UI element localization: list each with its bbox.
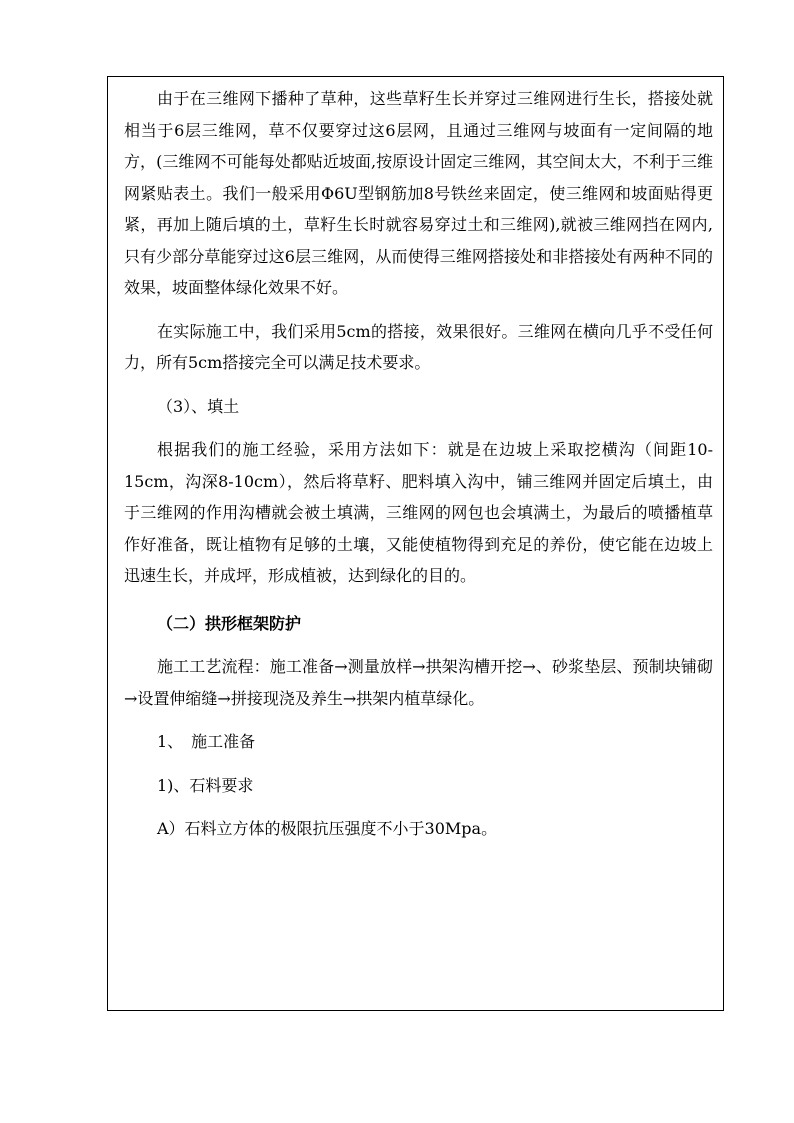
heading-backfill: （3）、填土 (157, 396, 240, 416)
heading-construction-prep: 1、 施工准备 (157, 732, 256, 751)
document-body (124, 83, 713, 845)
paragraph-stone-strength: A）石料立方体的极限抗压强度不小于30Mpa。 (157, 819, 498, 838)
content-table-cell (107, 76, 724, 1011)
heading-stone-requirements: 1)、石料要求 (157, 775, 254, 795)
paragraph-overlap-practice: 在实际施工中，我们采用5cm的搭接，效果很好。三维网在横向几乎不受任何力，所有5cm搭接完全可以满足技术要求。 (124, 321, 713, 372)
paragraph-process-flow: 施工工艺流程：施工准备→测量放样→拱架沟槽开挖→、砂浆垫层、预制块铺砌→设置伸缩缝→拼接现浇及养生→拱架内植草绿化。 (124, 657, 713, 708)
paragraph-backfill-method: 根据我们的施工经验，采用方法如下：就是在边坡上采取挖横沟（间距10-15cm，沟深8-10cm），然后将草籽、肥料填入沟中，铺三维网并固定后填土，由于三维网的作用沟槽就会被土填满，三维网的网包也会填满土，为最后的喷播植草作好准备，既让植物有足够的土壤，又能使植物得到充足的养份，使它能在边坡上迅速生长，并成坪，形成植被，达到绿化的目的。 (124, 440, 713, 585)
paragraph-grid-overlap-explanation: 由于在三维网下播种了草种，这些草籽生长并穿过三维网进行生长，搭接处就相当于6层三维网，草不仅要穿过这6层网，且通过三维网与坡面有一定间隔的地方，(三维网不可能每处都贴近坡面,按原设计固定三维网，其空间太大，不利于三维网紧贴表土。我们一般采用Φ6U型钢筋加8号铁丝来固定，使三维网和坡面贴得更紧，再加上随后填的土，草籽生长时就容易穿过土和三维网),就被三维网挡在网内,只有少部分草能穿过这6层三维网，从而使得三维网搭接处和非搭接处有两种不同的效果，坡面整体绿化效果不好。 (124, 89, 713, 297)
section-heading-arch-frame: （二）拱形框架防护 (157, 613, 302, 633)
